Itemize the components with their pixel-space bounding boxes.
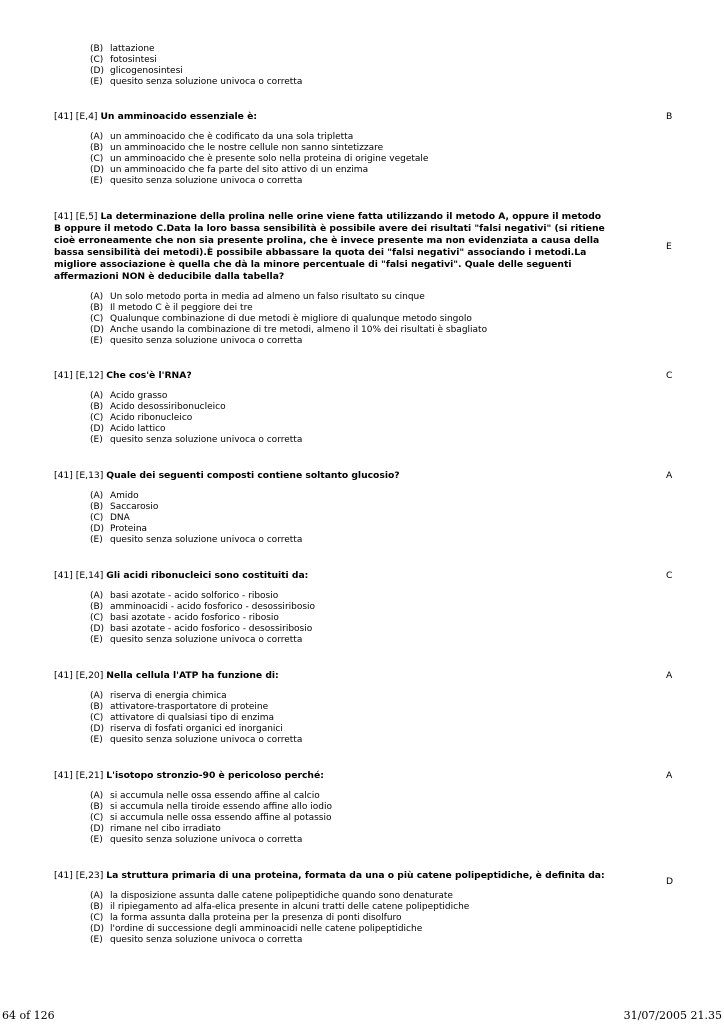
options-list — [90, 491, 610, 546]
option-text: quesito senza soluzione univoca o corretta — [110, 835, 303, 845]
answer-key: D — [666, 876, 674, 887]
print-datetime: 31/07/2005 21.35 — [623, 1009, 722, 1022]
option-text: Un solo metodo porta in media ad almeno un falso risultato su cinque — [110, 292, 425, 302]
question-statement: La determinazione della prolina nelle orine viene fatta utilizzando il metodo A, oppure il metodo B oppure il metodo C.Data la loro bassa sensibilità è possibile avere dei risultati "falsi negativi" (si ritiene cioè erroneamente che non sia presente prolina, che è invece presente ma non evidenziata a causa della bassa sensibilità dei metodi).È possibile abbassare la quota dei "falsi negativi" associando i metodi.La migliore associazione è quella che dà la minore percentuale di "falsi negativi". Quale delle seguenti affermazioni NON è deducibile dalla tabella? — [54, 211, 605, 282]
option-text: Il metodo C è il peggiore dei tre — [110, 303, 253, 313]
option-text: un amminoacido che è codificato da una sola tripletta — [110, 132, 354, 142]
option-letter: (B) — [90, 402, 104, 412]
option-letter: (C) — [90, 154, 104, 164]
option-letter: (B) — [90, 502, 104, 512]
option-letter: (A) — [90, 791, 104, 801]
option-letter: (E) — [90, 835, 103, 845]
option-text: riserva di fosfati organici ed inorganici — [110, 724, 283, 734]
option — [90, 913, 610, 924]
question-e20 — [54, 670, 610, 746]
option-letter: (E) — [90, 77, 103, 87]
option-text: Acido desossiribonucleico — [110, 402, 226, 412]
options-list — [90, 591, 610, 646]
option — [90, 165, 610, 176]
option-text: riserva di energia chimica — [110, 691, 227, 701]
option-letter: (C) — [90, 513, 104, 523]
question-text — [54, 870, 610, 882]
option-text: attivatore di qualsiasi tipo di enzima — [110, 713, 275, 723]
option-letter: (B) — [90, 602, 104, 612]
option-letter: (D) — [90, 624, 104, 634]
option — [90, 303, 610, 314]
answer-key: A — [666, 770, 673, 781]
option — [90, 602, 610, 613]
option — [90, 55, 302, 66]
option-letter: (C) — [90, 55, 104, 65]
option — [90, 176, 610, 187]
option-text: fotosintesi — [110, 55, 157, 65]
option-letter: (C) — [90, 713, 104, 723]
question-text — [54, 470, 610, 482]
options-list — [90, 391, 610, 446]
question-statement: L'isotopo stronzio-90 è pericoloso perché: — [106, 770, 324, 781]
option — [90, 824, 610, 835]
question-text — [54, 370, 610, 382]
option-text: un amminoacido che fa parte del sito attivo di un enzima — [110, 165, 369, 175]
question-statement: Gli acidi ribonucleici sono costituiti da: — [106, 570, 309, 581]
option — [90, 524, 610, 535]
option-text: Acido lattico — [110, 424, 166, 434]
option — [90, 424, 610, 435]
option-letter: (B) — [90, 303, 104, 313]
options-list — [90, 691, 610, 746]
option-text: la disposizione assunta dalle catene polipeptidiche quando sono denaturate — [110, 891, 453, 901]
page-number: 64 of 126 — [2, 1009, 55, 1022]
option — [90, 802, 610, 813]
options-list — [90, 292, 610, 347]
option-text: quesito senza soluzione univoca o corretta — [110, 435, 303, 445]
question-e5 — [54, 211, 610, 347]
question-e4 — [54, 111, 610, 187]
option-letter: (D) — [90, 325, 104, 335]
options-list — [90, 791, 610, 846]
option-letter: (A) — [90, 891, 104, 901]
option-text: il ripiegamento ad alfa-elica presente in alcuni tratti delle catene polipeptidiche — [110, 902, 470, 912]
option-text: basi azotate - acido fosforico - desossiribosio — [110, 624, 313, 634]
option-letter: (C) — [90, 314, 104, 324]
option — [90, 413, 610, 424]
question-text — [54, 770, 610, 782]
option-letter: (E) — [90, 735, 103, 745]
question-statement: La struttura primaria di una proteina, formata da una o più catene polipeptidiche, è definita da: — [106, 870, 605, 881]
option-letter: (C) — [90, 813, 104, 823]
option-text: quesito senza soluzione univoca o corretta — [110, 336, 303, 346]
question-statement: Quale dei seguenti composti contiene soltanto glucosio? — [106, 470, 400, 481]
option — [90, 66, 302, 77]
option — [90, 702, 610, 713]
option-letter: (C) — [90, 613, 104, 623]
question-statement: Un amminoacido essenziale è: — [100, 111, 258, 122]
option-letter: (B) — [90, 902, 104, 912]
option — [90, 935, 610, 946]
answer-key: A — [666, 470, 673, 481]
answer-key: C — [666, 370, 673, 381]
question-e14 — [54, 570, 610, 646]
question-statement: Che cos'è l'RNA? — [106, 370, 192, 381]
option — [90, 613, 610, 624]
option-text: quesito senza soluzione univoca o corretta — [110, 77, 303, 87]
answer-key: C — [666, 570, 673, 581]
option-letter: (D) — [90, 424, 104, 434]
option — [90, 435, 610, 446]
question-text — [54, 670, 610, 682]
option-text: amminoacidi - acido fosforico - desossiribosio — [110, 602, 316, 612]
question-number: [41] [E,13] — [54, 470, 104, 481]
question-text — [54, 211, 610, 283]
option-text: quesito senza soluzione univoca o corretta — [110, 735, 303, 745]
option-text: Proteina — [110, 524, 148, 534]
option — [90, 924, 610, 935]
option-text: quesito senza soluzione univoca o corretta — [110, 535, 303, 545]
option-text: rimane nel cibo irradiato — [110, 824, 221, 834]
option — [90, 491, 610, 502]
answer-key: B — [666, 111, 673, 122]
option-text: DNA — [110, 513, 130, 523]
answer-key: E — [666, 241, 672, 252]
question-number: [41] [E,14] — [54, 570, 104, 581]
option-letter: (B) — [90, 44, 104, 54]
option-letter: (B) — [90, 802, 104, 812]
continuation-options — [90, 44, 302, 88]
option-letter: (E) — [90, 935, 103, 945]
option — [90, 132, 610, 143]
option-text: Acido ribonucleico — [110, 413, 193, 423]
question-number: [41] [E,21] — [54, 770, 104, 781]
option-letter: (E) — [90, 635, 103, 645]
question-e23 — [54, 870, 610, 946]
question-e13 — [54, 470, 610, 546]
question-number: [41] [E,12] — [54, 370, 104, 381]
question-e21 — [54, 770, 610, 846]
option-text: quesito senza soluzione univoca o corretta — [110, 635, 303, 645]
option-text: Qualunque combinazione di due metodi è migliore di qualunque metodo singolo — [110, 314, 472, 324]
option-text: lattazione — [110, 44, 155, 54]
option-letter: (D) — [90, 66, 104, 76]
option — [90, 402, 610, 413]
option — [90, 691, 610, 702]
option — [90, 635, 610, 646]
option — [90, 813, 610, 824]
option-text: attivatore-trasportatore di proteine — [110, 702, 269, 712]
option — [90, 314, 610, 325]
option — [90, 891, 610, 902]
option — [90, 154, 610, 165]
option-text: Saccarosio — [110, 502, 159, 512]
option-text: glicogenosintesi — [110, 66, 183, 76]
option-text: un amminoacido che le nostre cellule non sanno sintetizzare — [110, 143, 384, 153]
option-letter: (D) — [90, 524, 104, 534]
option-text: si accumula nelle ossa essendo affine al potassio — [110, 813, 332, 823]
option-letter: (A) — [90, 691, 104, 701]
option-letter: (A) — [90, 591, 104, 601]
question-e12 — [54, 370, 610, 446]
option-text: quesito senza soluzione univoca o corretta — [110, 935, 303, 945]
question-number: [41] [E,20] — [54, 670, 104, 681]
option — [90, 791, 610, 802]
option-text: si accumula nelle ossa essendo affine al calcio — [110, 791, 320, 801]
option-letter: (B) — [90, 143, 104, 153]
option-letter: (E) — [90, 435, 103, 445]
option — [90, 535, 610, 546]
option-text: Acido grasso — [110, 391, 168, 401]
option — [90, 391, 610, 402]
option-letter: (D) — [90, 724, 104, 734]
option-text: l'ordine di successione degli amminoacidi nelle catene polipeptidiche — [110, 924, 423, 934]
option-letter: (A) — [90, 391, 104, 401]
option — [90, 336, 610, 347]
option — [90, 77, 302, 88]
option-letter: (E) — [90, 535, 103, 545]
option — [90, 724, 610, 735]
question-text — [54, 111, 610, 123]
option-text: la forma assunta dalla proteina per la presenza di ponti disolfuro — [110, 913, 402, 923]
option — [90, 513, 610, 524]
option-letter: (E) — [90, 176, 103, 186]
option — [90, 143, 610, 154]
option — [90, 902, 610, 913]
option-letter: (A) — [90, 491, 104, 501]
option-letter: (D) — [90, 824, 104, 834]
answer-key: A — [666, 670, 673, 681]
option-text: si accumula nella tiroide essendo affine allo iodio — [110, 802, 332, 812]
option — [90, 292, 610, 303]
question-number: [41] [E,23] — [54, 870, 104, 881]
option-text: basi azotate - acido solforico - ribosio — [110, 591, 279, 601]
option-text: Anche usando la combinazione di tre metodi, almeno il 10% dei risultati è sbagliato — [110, 325, 488, 335]
options-list — [90, 891, 610, 946]
option — [90, 835, 610, 846]
option-text: Amido — [110, 491, 139, 501]
option-text: quesito senza soluzione univoca o corretta — [110, 176, 303, 186]
question-number: [41] [E,5] — [54, 211, 98, 222]
option-text: un amminoacido che è presente solo nella proteina di origine vegetale — [110, 154, 429, 164]
option-letter: (E) — [90, 336, 103, 346]
option-letter: (A) — [90, 292, 104, 302]
option — [90, 502, 610, 513]
option — [90, 713, 610, 724]
question-text — [54, 570, 610, 582]
option-letter: (C) — [90, 413, 104, 423]
option-text: basi azotate - acido fosforico - ribosio — [110, 613, 279, 623]
option-letter: (D) — [90, 924, 104, 934]
question-number: [41] [E,4] — [54, 111, 98, 122]
option-letter: (A) — [90, 132, 104, 142]
option — [90, 624, 610, 635]
question-statement: Nella cellula l'ATP ha funzione di: — [106, 670, 279, 681]
option-letter: (B) — [90, 702, 104, 712]
options-list — [90, 132, 610, 187]
option-letter: (D) — [90, 165, 104, 175]
option — [90, 44, 302, 55]
option-letter: (C) — [90, 913, 104, 923]
option — [90, 325, 610, 336]
option — [90, 735, 610, 746]
option — [90, 591, 610, 602]
